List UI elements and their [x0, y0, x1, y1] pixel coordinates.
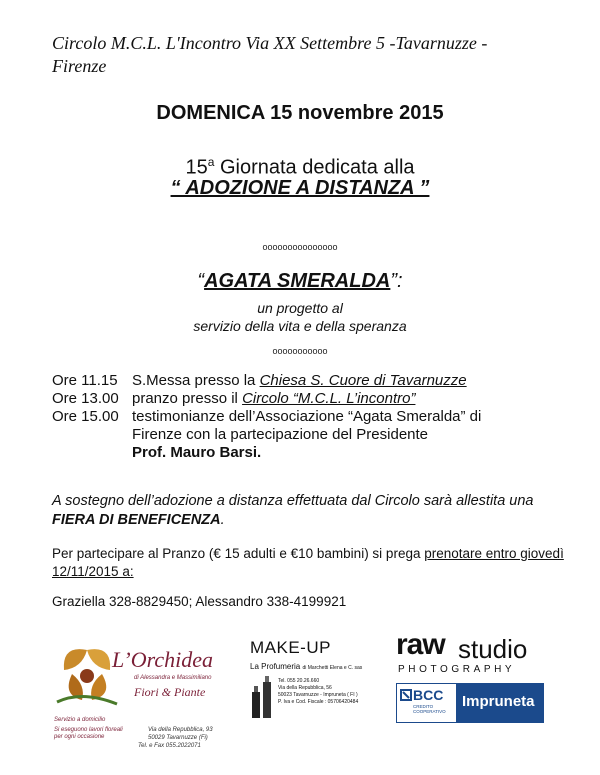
bcc-small: CREDITO COOPERATIVO: [413, 704, 446, 714]
schedule-desc-text: testimonianze dell’Associazione “Agata Smeralda” di: [132, 408, 482, 425]
schedule-desc: [132, 390, 572, 408]
makeup-title: MAKE-UP: [250, 638, 331, 657]
photography-word: PHOTOGRAPHY: [398, 664, 516, 675]
agata-close-quote: ”:: [390, 270, 403, 292]
makeup-tel: Tel. 055 20.26.660: [278, 678, 320, 684]
separator-long: ooooooooooooooo: [262, 242, 338, 252]
fiera-label: FIERA DI BENEFICENZA: [52, 512, 221, 528]
schedule-row: [52, 372, 572, 390]
orchidea-service-2: Si eseguono lavori floreali per ogni occasione: [54, 727, 123, 740]
bcc-name: BCC: [413, 687, 444, 703]
sostegno-text: A sostegno dell’adozione a distanza effettuata dal Circolo sarà allestita una: [52, 493, 534, 509]
makeup-bottles-icon: [250, 674, 274, 720]
orchidea-tel: Tel. e Fax 055.2022071: [138, 743, 201, 749]
header-line-1: Circolo M.C.L. L'Incontro Via XX Settembre 5 -Tavarnuzze -: [52, 33, 488, 53]
adozione-title: “ ADOZIONE A DISTANZA ”: [170, 177, 430, 199]
bcc-impruneta-box: [456, 683, 544, 723]
progetto-line-2: servizio della vita e della speranza: [193, 318, 407, 334]
makeup-contact: [278, 678, 358, 706]
agata-open-quote: “: [197, 270, 205, 292]
schedule-time: Ore 13.00: [52, 390, 119, 407]
partecipare-paragraph: [52, 545, 572, 581]
schedule-row: [52, 408, 572, 426]
makeup-city: 50023 Tavarnuzze - Impruneta ( FI ): [278, 692, 358, 698]
giornata-title: [0, 149, 600, 181]
progetto-line-1: un progetto al: [257, 300, 343, 316]
makeup-piva: P. Iva e Cod. Fiscale : 05706420484: [278, 699, 359, 705]
makeup-sub: [250, 662, 362, 671]
bcc-mark: [396, 683, 458, 723]
bcc-logo: [396, 683, 546, 723]
president-name: Prof. Mauro Barsi.: [132, 444, 262, 461]
orchidea-address: Via della Repubblica, 93: [148, 727, 213, 733]
sostegno-end: .: [220, 512, 225, 528]
separator-short: ooooooooooo: [272, 346, 328, 356]
agata-name: AGATA SMERALDA: [204, 270, 391, 292]
partecipare-text: Per partecipare al Pranzo (€ 15 adulti e €10 bambini) si prega: [52, 546, 425, 561]
giornata-text: Giornata dedicata alla: [214, 156, 415, 179]
sostegno-paragraph: [52, 492, 562, 530]
agata-title: [0, 270, 600, 293]
makeup-sub-small: di Marchetti Elena e C. sas: [302, 665, 363, 671]
schedule-place: Chiesa S. Cuore di Tavarnuzze: [259, 372, 467, 389]
prenotare-deadline: prenotare entro giovedì 12/11/2015 a:: [52, 546, 564, 579]
orchidea-title: L’Orchidea: [112, 647, 214, 672]
studio-word: studio: [458, 634, 528, 664]
bcc-shape-icon: [399, 688, 413, 702]
orchidea-city: 50029 Tavarnuzze (Fi): [148, 735, 208, 741]
schedule-desc: [132, 372, 572, 390]
schedule-desc-text: pranzo presso il: [132, 390, 243, 407]
orchidea-service: Servizio a domicilio: [54, 717, 106, 723]
header-address: [52, 32, 552, 78]
schedule-place: Circolo “M.C.L. L’incontro”: [242, 390, 416, 407]
giornata-ordinal: a: [207, 155, 215, 169]
orchidea-logo: [52, 635, 222, 755]
schedule-desc-text: S.Messa presso la: [132, 372, 260, 389]
orchidea-fiori: Fiori & Piante: [134, 685, 206, 699]
orchidea-sub: di Alessandra e Massimiliano: [134, 675, 212, 681]
schedule: [52, 372, 572, 462]
raw-word: raw: [396, 628, 445, 661]
bcc-impruneta: Impruneta: [462, 693, 535, 710]
schedule-continuation: Firenze con la partecipazione del Presidente: [132, 426, 429, 443]
schedule-time: Ore 15.00: [52, 408, 119, 425]
makeup-logo: [250, 638, 390, 758]
schedule-time: Ore 11.15: [52, 372, 118, 389]
event-date: DOMENICA 15 novembre 2015: [156, 102, 444, 124]
header-line-2: Firenze: [52, 56, 107, 76]
contacts: Graziella 328-8829450; Alessandro 338-4199921: [52, 594, 347, 609]
rawstudio-logo: [396, 630, 546, 680]
schedule-row: [52, 390, 572, 408]
giornata-number: 15: [185, 156, 208, 179]
makeup-address: Via della Repubblica, 56: [278, 685, 332, 691]
makeup-sub-main: La Profumeria: [250, 662, 301, 671]
